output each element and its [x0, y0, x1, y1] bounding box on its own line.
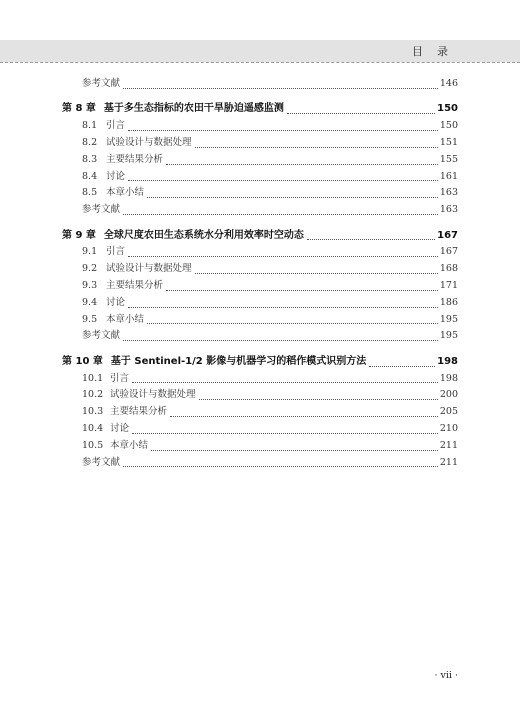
- section-title: 主要结果分析: [110, 406, 168, 418]
- section-page: 155: [439, 153, 458, 165]
- section-page: 151: [439, 136, 458, 148]
- section-title: 本章小结: [110, 439, 149, 451]
- toc-section-entry[interactable]: [62, 185, 458, 202]
- toc-section-entry[interactable]: [62, 295, 458, 312]
- section-page: 150: [439, 120, 458, 132]
- chapter-number: 第 9 章: [62, 229, 96, 241]
- toc-entry-title: 参考文献: [82, 330, 121, 342]
- section-number: 8.5: [82, 187, 98, 199]
- section-number: 8.3: [82, 153, 98, 165]
- chapter-title: 基于多生态指标的农田干旱胁迫遥感监测: [103, 103, 284, 115]
- dot-leader: [128, 130, 438, 131]
- toc-ref-entry[interactable]: [62, 202, 458, 219]
- section-title: 主要结果分析: [106, 279, 164, 291]
- section-number: 10.2: [82, 389, 104, 401]
- chapter-title: 全球尺度农田生态系统水分利用效率时空动态: [103, 229, 304, 241]
- toc-section-entry[interactable]: [62, 438, 458, 455]
- section-number: 9.4: [82, 296, 98, 308]
- dot-leader: [369, 366, 435, 367]
- dot-leader: [132, 433, 438, 434]
- toc-entry-page: 211: [439, 456, 458, 468]
- section-page: 210: [439, 422, 458, 434]
- chapter-title: 基于 Sentinel-1/2 影像与机器学习的稻作模式识别方法: [110, 355, 367, 367]
- section-title: 讨论: [110, 422, 130, 434]
- section-number: 9.3: [82, 279, 98, 291]
- dot-leader: [147, 197, 438, 198]
- dot-leader: [132, 382, 438, 383]
- section-title: 试验设计与数据处理: [106, 136, 192, 148]
- toc-section-entry[interactable]: [62, 152, 458, 169]
- dot-leader: [128, 307, 438, 308]
- chapter-page: 150: [437, 103, 458, 115]
- section-page: 211: [439, 439, 458, 451]
- section-page: 205: [439, 406, 458, 418]
- toc-entry-title: 参考文献: [82, 204, 121, 216]
- toc-section-entry[interactable]: [62, 244, 458, 261]
- dot-leader: [199, 399, 438, 400]
- dot-leader: [195, 273, 438, 274]
- section-title: 引言: [106, 120, 126, 132]
- dot-leader: [307, 239, 435, 240]
- section-title: 试验设计与数据处理: [110, 389, 196, 401]
- toc-section-entry[interactable]: [62, 387, 458, 404]
- section-number: 10.5: [82, 439, 104, 451]
- toc-section-entry[interactable]: [62, 278, 458, 295]
- section-page: 171: [439, 279, 458, 291]
- section-title: 讨论: [106, 296, 126, 308]
- toc-entry-page: 146: [439, 78, 458, 89]
- toc-section-entry[interactable]: [62, 261, 458, 278]
- dot-leader: [166, 164, 438, 165]
- toc-entry-page: 163: [439, 204, 458, 216]
- section-page: 195: [439, 313, 458, 325]
- toc-section-entry[interactable]: [62, 312, 458, 329]
- chapter-page: 198: [437, 355, 458, 367]
- section-number: 10.1: [82, 372, 104, 384]
- section-number: 8.2: [82, 136, 98, 148]
- section-number: 9.2: [82, 263, 98, 275]
- dot-leader: [123, 214, 438, 215]
- page-number-footer: · vii ·: [434, 670, 458, 681]
- dot-leader: [123, 340, 438, 341]
- toc-entry-title: 参考文献: [82, 456, 121, 468]
- dot-leader: [123, 466, 438, 467]
- section-title: 试验设计与数据处理: [106, 263, 192, 275]
- toc-section-entry[interactable]: [62, 169, 458, 186]
- toc-section-entry[interactable]: [62, 371, 458, 388]
- toc-chapter-entry[interactable]: [62, 354, 458, 371]
- section-page: 167: [439, 246, 458, 258]
- section-number: 10.4: [82, 422, 104, 434]
- section-number: 10.3: [82, 406, 104, 418]
- section-page: 200: [439, 389, 458, 401]
- chapter-number: 第 10 章: [62, 355, 103, 367]
- chapter-number: 第 8 章: [62, 103, 96, 115]
- section-title: 本章小结: [106, 313, 145, 325]
- section-title: 主要结果分析: [106, 153, 164, 165]
- dot-leader: [128, 256, 438, 257]
- toc-ref-entry[interactable]: [62, 455, 458, 472]
- section-page: 161: [439, 170, 458, 182]
- toc-chapter-entry[interactable]: [62, 228, 458, 245]
- toc-entry-title: 参考文献: [82, 78, 121, 89]
- dot-leader: [147, 323, 438, 324]
- toc-ref-entry[interactable]: [62, 328, 458, 345]
- section-title: 引言: [106, 246, 126, 258]
- section-number: 8.1: [82, 120, 98, 132]
- dot-leader: [170, 416, 438, 417]
- header-band: [0, 40, 520, 62]
- section-number: 9.5: [82, 313, 98, 325]
- toc-section-entry[interactable]: [62, 118, 458, 135]
- toc-section-entry[interactable]: [62, 135, 458, 152]
- section-page: 186: [439, 296, 458, 308]
- section-page: 168: [439, 263, 458, 275]
- toc-section-entry[interactable]: [62, 404, 458, 421]
- table-of-contents: [62, 76, 458, 471]
- section-title: 本章小结: [106, 187, 145, 199]
- section-page: 198: [439, 372, 458, 384]
- chapter-page: 167: [437, 229, 458, 241]
- section-title: 引言: [110, 372, 130, 384]
- dot-leader: [166, 290, 438, 291]
- dot-leader: [287, 113, 435, 114]
- section-title: 讨论: [106, 170, 126, 182]
- header-divider: [0, 62, 520, 63]
- dot-leader: [195, 147, 438, 148]
- section-number: 9.1: [82, 246, 98, 258]
- dot-leader: [123, 88, 438, 89]
- section-page: 163: [439, 187, 458, 199]
- toc-ref-entry[interactable]: [62, 76, 458, 93]
- section-number: 8.4: [82, 170, 98, 182]
- dot-leader: [151, 450, 438, 451]
- toc-entry-page: 195: [439, 330, 458, 342]
- toc-chapter-entry[interactable]: [62, 101, 458, 118]
- dot-leader: [128, 180, 438, 181]
- running-header-title: 目录: [412, 45, 462, 58]
- toc-section-entry[interactable]: [62, 421, 458, 438]
